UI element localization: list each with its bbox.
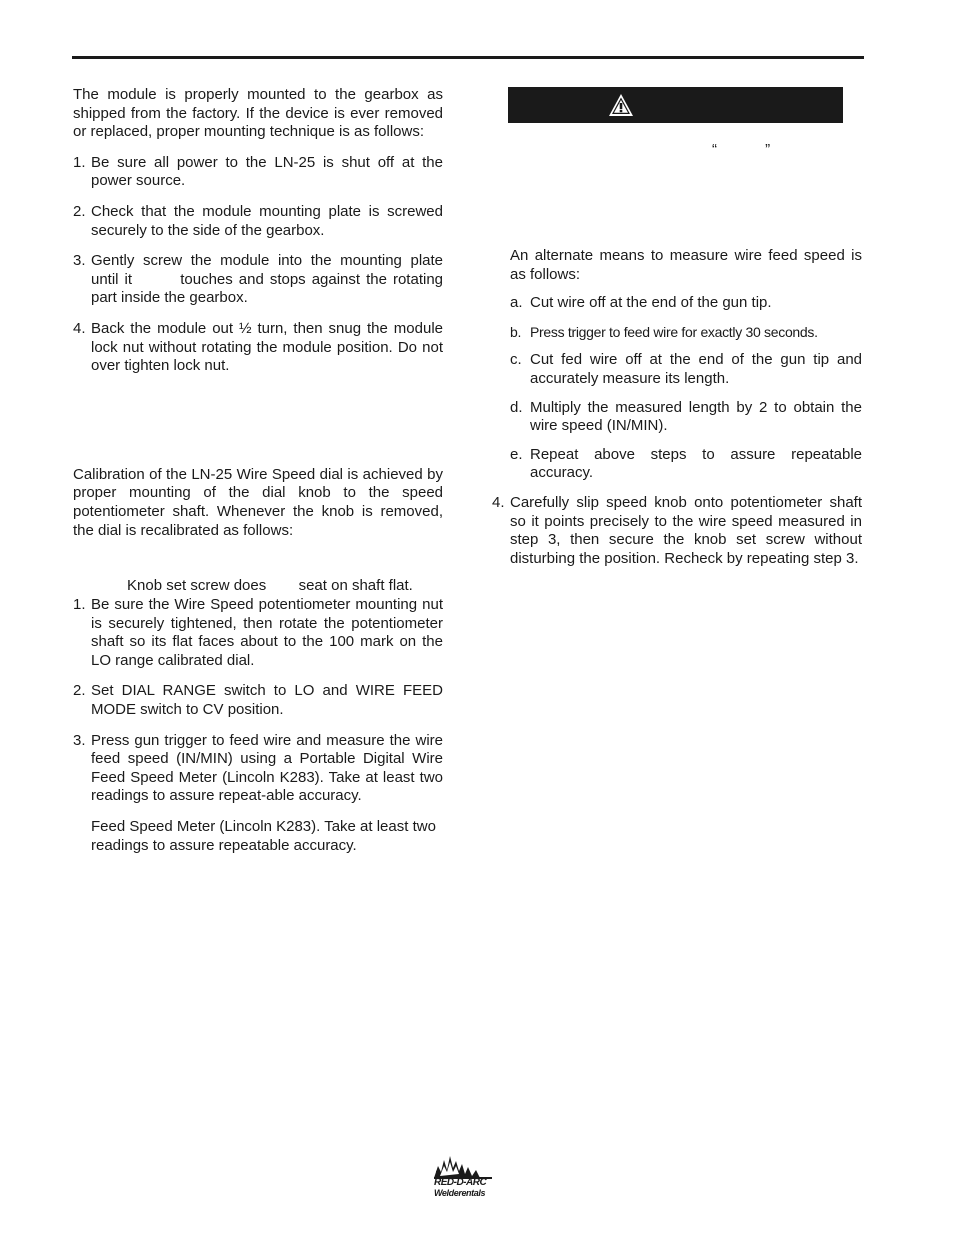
step-number: 3. [73, 731, 86, 749]
step-letter: c. [510, 351, 522, 369]
final-step-block [492, 494, 862, 568]
step-number: 1. [73, 596, 86, 614]
note-part-2: seat on shaft flat. [298, 577, 413, 594]
step-text: Be sure the Wire Speed potentiometer mounting nut is securely tightened, then rotate the potentiometer shaft so its flat faces about to the 100 mark on the LO range calibrated dial. [91, 596, 443, 669]
trailing-text: Feed Speed Meter (Lincoln K283). Take at least two readings to assure repeatable accuracy. [91, 818, 436, 854]
alternate-step-a [510, 294, 862, 313]
step-number: 3. [73, 252, 86, 270]
alternate-step-b [510, 323, 862, 342]
mounting-step-2 [73, 203, 443, 240]
step-text: Cut fed wire off at the end of the gun tip and accurately measure its length. [530, 351, 862, 387]
step-text: Be sure all power to the LN-25 is shut off at the power source. [91, 153, 443, 190]
step-text: Cut wire off at the end of the gun tip. [530, 294, 772, 312]
step-text: Back the module out ½ turn, then snug the module lock nut without rotating the module position. Do not over tighten lock nut. [91, 319, 443, 375]
left-column [73, 86, 448, 855]
warning-bar [508, 87, 843, 123]
step-text: Multiply the measured length by 2 to obtain the wire speed (IN/MIN). [530, 398, 862, 435]
calibration-step-4 [492, 494, 862, 568]
step-text: Check that the module mounting plate is screwed securely to the side of the gearbox. [91, 202, 443, 239]
logo-tagline: Welderentals [434, 1188, 486, 1198]
mounting-step-4 [73, 320, 443, 376]
quote-marks: “ ” [712, 141, 793, 158]
step-text: Press gun trigger to feed wire and measure the wire feed speed (IN/MIN) using a Portable Digital Wire Feed Speed Meter (Lincoln K283). Take at least two readings to assure repeat-able accuracy. [91, 731, 443, 805]
alternate-step-c [510, 351, 862, 388]
step-text: Gently screw the module into the mounting plate until it touches and stops against the rotating part inside the gearbox. [91, 252, 448, 307]
alternate-intro: An alternate means to measure wire feed speed is as follows: [510, 247, 862, 283]
step-number: 1. [73, 153, 86, 171]
step-number: 2. [73, 202, 86, 220]
mounting-step-1 [73, 154, 443, 191]
alternate-step-d [510, 399, 862, 436]
calibration-step-2 [73, 682, 443, 719]
step-text: Press trigger to feed wire for exactly 30 seconds. [530, 323, 818, 340]
header-rule [72, 56, 864, 59]
step-number: 4. [73, 319, 86, 337]
note-part-1: Knob set screw does [127, 577, 267, 594]
calibration-intro: Calibration of the LN-25 Wire Speed dial is achieved by proper mounting of the dial knob to the speed potentiometer shaft. Whenever the knob is removed, the dial is recalibrated as follows: [73, 465, 443, 539]
step-number: 4. [492, 494, 505, 511]
right-column [510, 247, 862, 483]
calibration-step-3 [73, 732, 443, 806]
warning-triangle-icon [608, 93, 634, 117]
step-letter: b. [510, 323, 522, 340]
calibration-step-1 [73, 596, 443, 670]
step-text: Set DIAL RANGE switch to LO and WIRE FEED MODE switch to CV position. [91, 682, 443, 719]
step-letter: e. [510, 445, 523, 463]
step-text: Carefully slip speed knob onto potentiometer shaft so it points precisely to the wire speed measured in step 3, then secure the knob set screw without disturbing the position. Recheck by repeating step 3. [510, 494, 862, 567]
step-number: 2. [73, 682, 86, 700]
step-text: Repeat above steps to assure repeatable accuracy. [530, 445, 862, 482]
knob-note [127, 577, 413, 594]
alternate-step-e [510, 446, 862, 483]
logo-wordmark: RED-D-ARC [434, 1177, 487, 1188]
step-letter: d. [510, 398, 523, 416]
step-letter: a. [510, 294, 523, 312]
mounting-intro: The module is properly mounted to the gearbox as shipped from the factory. If the device is ever removed or replaced, proper mounting technique is as follows: [73, 86, 443, 141]
mounting-step-3 [73, 252, 448, 308]
